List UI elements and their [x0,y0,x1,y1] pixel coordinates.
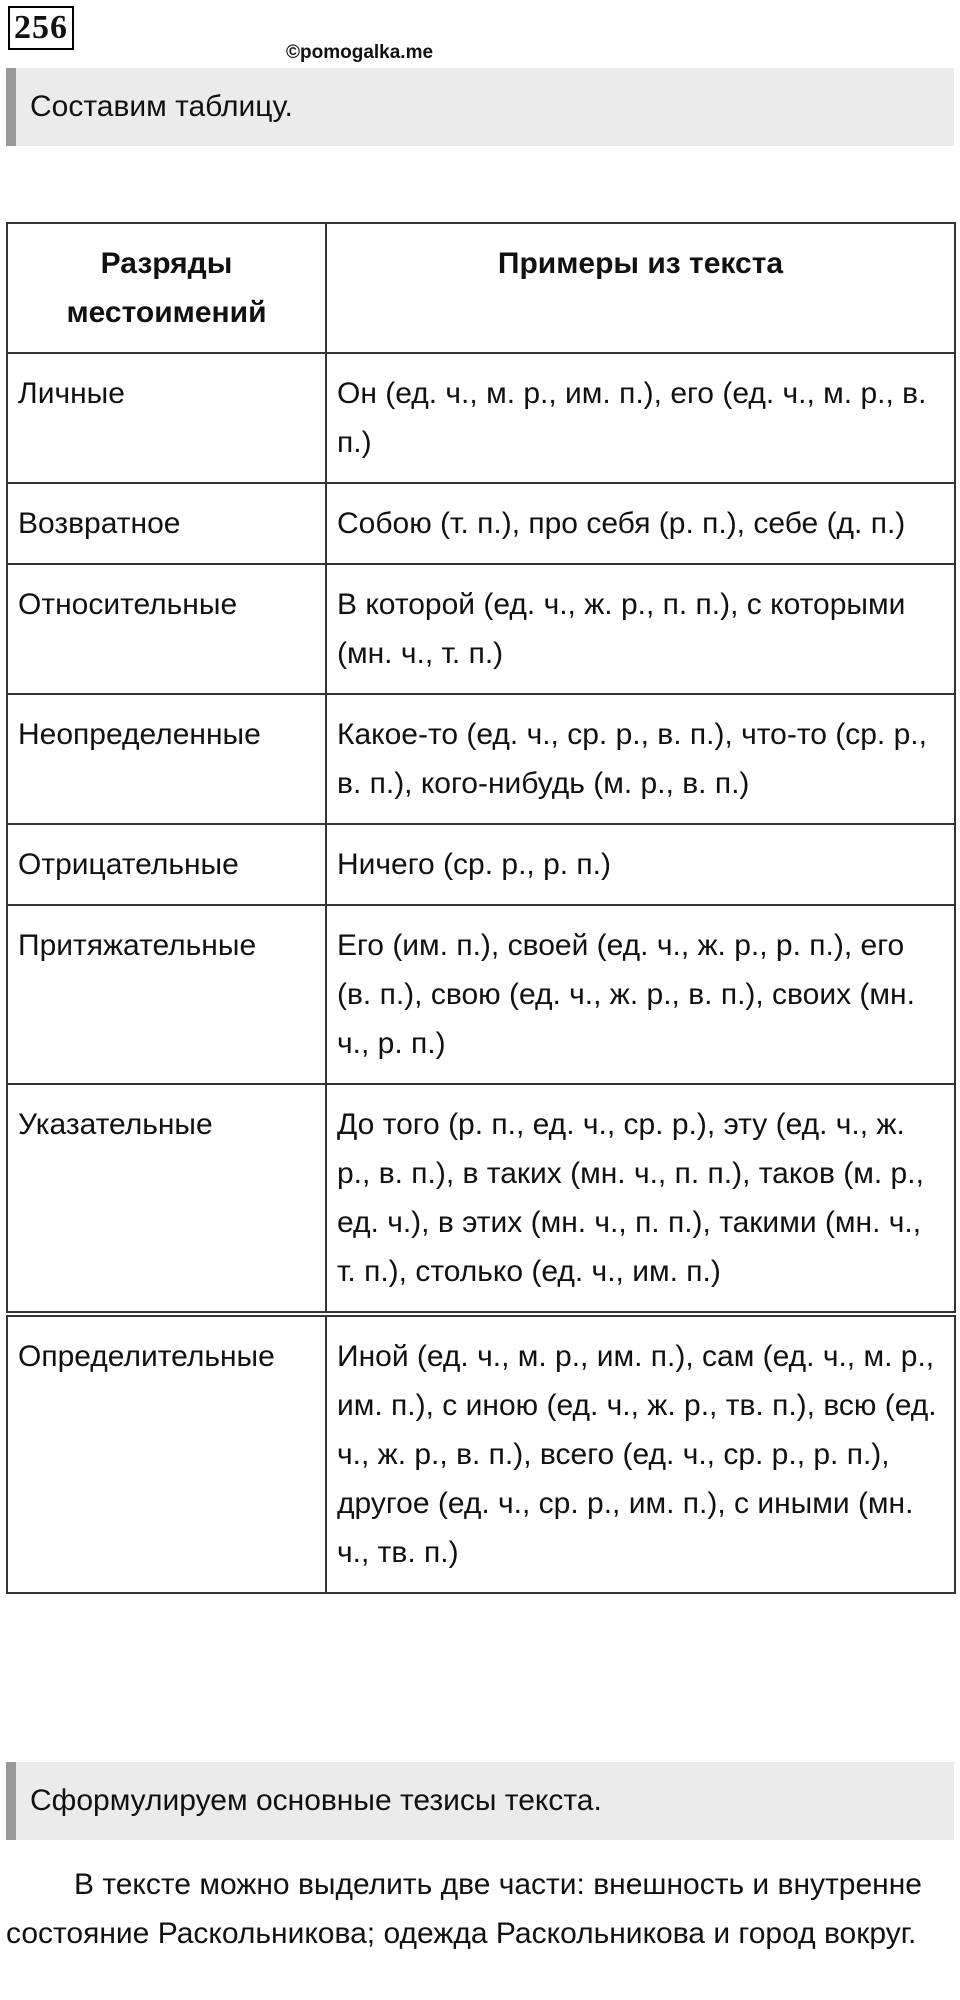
category-cell: Неопределенные [7,694,326,824]
section-heading-theses: Сформулируем основные тезисы текста. [6,1762,954,1840]
theses-paragraph: В тексте можно выделить две части: внешность и внутренне состояние Раскольникова; одежда Раскольникова и город вокруг. [6,1868,922,1950]
examples-cell: Собою (т. п.), про себя (р. п.), себе (д. п.) [326,483,955,564]
watermark: ©pomogalka.me [286,42,434,63]
header-examples: Примеры из текста [326,223,955,353]
table-row [7,824,955,905]
category-cell: Личные [7,353,326,483]
table-row [7,353,955,483]
category-cell: Отрицательные [7,824,326,905]
table-row [7,1084,955,1314]
category-cell: Относительные [7,564,326,694]
examples-cell: Ничего (ср. р., р. п.) [326,824,955,905]
table-row [7,564,955,694]
task-number: 256 [8,6,74,50]
table-row [7,905,955,1084]
section-heading-table: Составим таблицу. [6,68,954,146]
examples-cell: В которой (ед. ч., ж. р., п. п.), с которыми (мн. ч., т. п.) [326,564,955,694]
examples-cell: Он (ед. ч., м. р., им. п.), его (ед. ч., м. р., в. п.) [326,353,955,483]
table-row [7,694,955,824]
table-row [7,1314,955,1593]
category-cell: Притяжательные [7,905,326,1084]
header-category: Разряды местоимений [7,223,326,353]
table-header-row [7,223,955,353]
category-cell: Указательные [7,1084,326,1314]
pronoun-table [6,222,956,1594]
examples-cell: До того (р. п., ед. ч., ср. р.), эту (ед. ч., ж. р., в. п.), в таких (мн. ч., п. п.), таков (м. р., ед. ч.), в этих (мн. ч., п. п.), такими (мн. ч., т. п.), столько (ед. ч., им. п.) [326,1084,955,1314]
category-cell: Возвратное [7,483,326,564]
examples-cell: Иной (ед. ч., м. р., им. п.), сам (ед. ч., м. р., им. п.), с иною (ед. ч., ж. р., тв. п.), всю (ед. ч., ж. р., в. п.), всего (ед. ч., ср. р., р. п.), другое (ед. ч., ср. р., им. п.), с иными (мн. ч., тв. п.) [326,1314,955,1593]
category-cell: Определительные [7,1314,326,1593]
examples-cell: Его (им. п.), своей (ед. ч., ж. р., р. п.), его (в. п.), свою (ед. ч., ж. р., в. п.), своих (мн. ч., р. п.) [326,905,955,1084]
table-row [7,483,955,564]
examples-cell: Какое-то (ед. ч., ср. р., в. п.), что-то (ср. р., в. п.), кого-нибудь (м. р., в. п.) [326,694,955,824]
